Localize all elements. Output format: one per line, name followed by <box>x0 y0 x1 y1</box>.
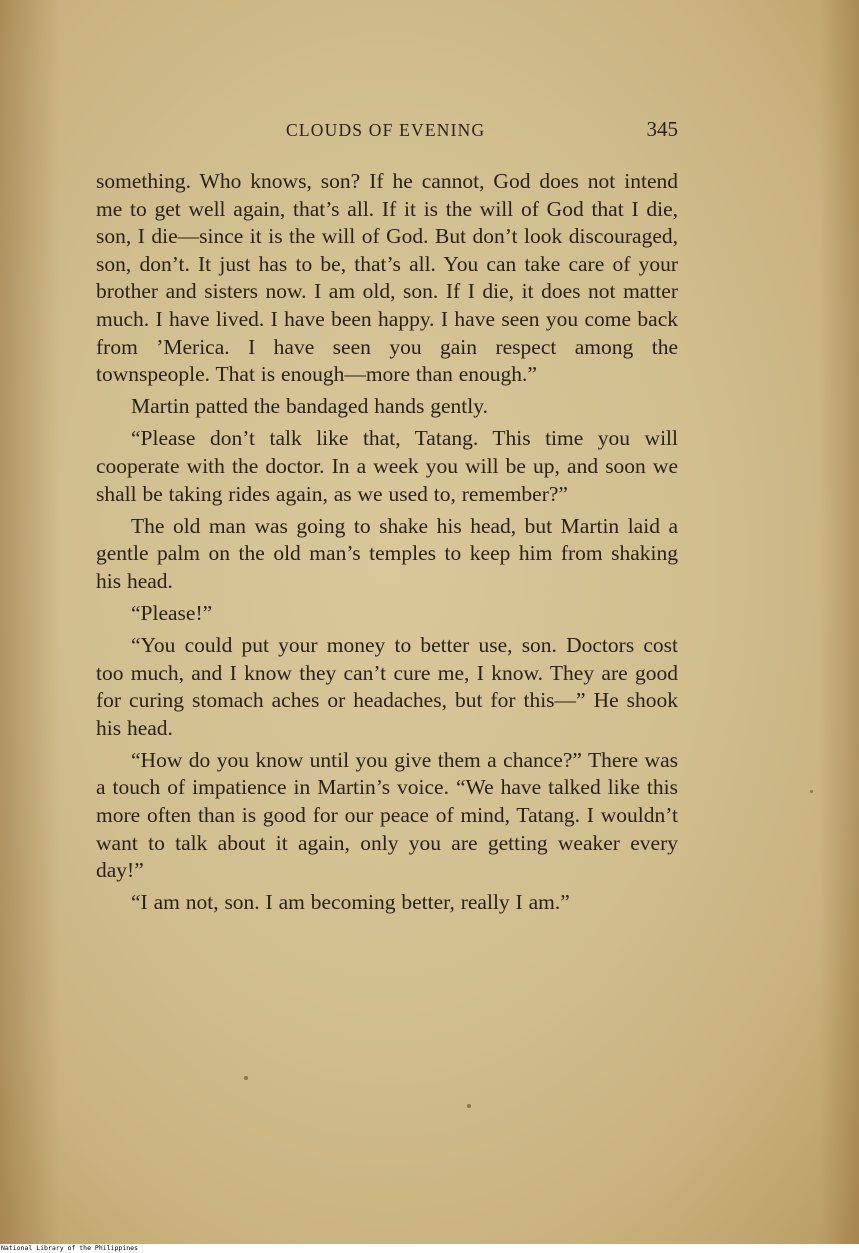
paper-speck <box>810 790 813 793</box>
paragraph-8: “I am not, son. I am becoming better, really I am.” <box>131 890 570 915</box>
running-title: CLOUDS OF EVENING <box>286 120 486 140</box>
body-text <box>96 168 678 921</box>
paragraph-4: The old man was going to shake his head, but Martin laid a gentle palm on the old man’s temples to keep him from shaking his head. <box>96 513 678 593</box>
paragraph-6: “You could put your money to better use, son. Doctors cost too much, and I know they can’t cure me, I know. They are good for curing stomach aches or headaches, but for this—” He shook his head. <box>96 633 678 740</box>
library-watermark: National Library of the Philippines <box>0 1244 859 1253</box>
page-number: 345 <box>646 117 678 141</box>
running-head <box>96 117 678 146</box>
paragraph-2: Martin patted the bandaged hands gently. <box>131 394 488 419</box>
paragraph-3: “Please don’t talk like that, Tatang. This time you will cooperate with the doctor. In a week you will be up, and soon we shall be taking rides again, as we used to, remember?” <box>96 426 678 506</box>
paper-speck <box>467 1104 471 1108</box>
paragraph-5: “Please!” <box>131 600 213 625</box>
paper-speck <box>244 1076 248 1080</box>
paragraph-7: “How do you know until you give them a chance?” There was a touch of impatience in Martin’s voice. “We have talked like this more often than is good for our peace of mind, Tatang. I wouldn’t want to talk about it again, only you are getting weaker every day!” <box>96 747 678 883</box>
paragraph-1: something. Who knows, son? If he cannot, God does not intend me to get well again, that’s all. If it is the will of God that I die, son, I die—since it is the will of God. But don’t look discouraged, son, don’t. It just has to be, that’s all. You can take care of your brother and sisters now. I am old, son. If I die, it does not matter much. I have lived. I have been happy. I have seen you come back from ’Merica. I have seen you gain respect among the townspeople. That is enough—more than enough.” <box>96 169 678 387</box>
